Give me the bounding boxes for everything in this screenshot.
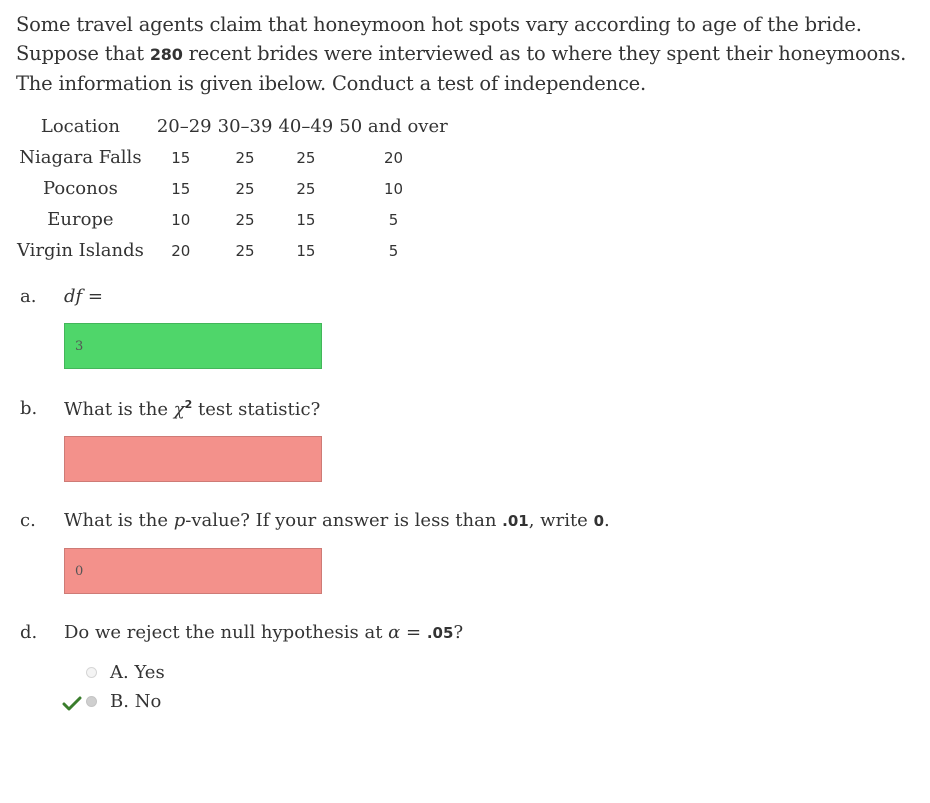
question-b-letter: b. — [20, 398, 38, 419]
contingency-table — [14, 111, 451, 266]
question-a-label: df = — [64, 286, 103, 307]
table-row — [14, 173, 451, 204]
df-answer-input[interactable]: 3 — [64, 323, 322, 369]
sample-size: 280 — [149, 45, 183, 64]
option-key: B. — [110, 691, 129, 712]
question-c-text: What is the p-value? If your answer is less than .01, write 0. — [64, 510, 610, 531]
table-cell: 25 — [235, 241, 255, 260]
table-header: Location — [40, 116, 120, 137]
option-yes[interactable] — [86, 662, 165, 683]
p-value-answer-input[interactable]: 0 — [64, 548, 322, 594]
location-cell: Virgin Islands — [17, 240, 144, 261]
table-cell: 25 — [235, 179, 255, 198]
table-cell: 10 — [171, 210, 191, 229]
table-row — [14, 235, 451, 266]
question-a-letter: a. — [20, 286, 37, 307]
table-cell: 5 — [388, 241, 399, 260]
table-cell: 10 — [383, 179, 404, 198]
table-row — [14, 142, 451, 173]
location-cell: Niagara Falls — [19, 147, 142, 168]
radio-no[interactable] — [86, 696, 97, 707]
table-cell: 15 — [171, 148, 191, 167]
checkmark-icon — [62, 696, 82, 712]
option-key: A. — [110, 662, 129, 683]
table-cell: 25 — [235, 148, 255, 167]
table-header: 40–49 — [278, 116, 334, 137]
table-cell: 15 — [296, 241, 316, 260]
table-cell: 20 — [383, 148, 404, 167]
option-no[interactable] — [86, 691, 161, 712]
table-cell: 5 — [388, 210, 399, 229]
problem-statement: Some travel agents claim that honeymoon hot spots vary according to age of the bride. Suppose that 280 recent brides were interviewed as to where they spent their honeymoons. The information is given ibelow. Conduct a test of independence. — [16, 13, 907, 95]
table-header: 30–39 — [217, 116, 273, 137]
location-cell: Poconos — [43, 178, 118, 199]
table-header: 50 and over — [339, 116, 448, 137]
table-header: 20–29 — [156, 116, 212, 137]
location-cell: Europe — [47, 209, 114, 230]
question-b-text: What is the $\chi^2$ test statistic? — [64, 398, 321, 420]
question-c-letter: c. — [20, 510, 36, 531]
option-label: No — [134, 691, 162, 712]
option-label: Yes — [134, 662, 165, 683]
chi-square-answer-input[interactable] — [64, 436, 322, 482]
table-cell: 20 — [171, 241, 191, 260]
radio-yes[interactable] — [86, 667, 97, 678]
question-d-text: Do we reject the null hypothesis at α = .05? — [64, 622, 464, 643]
question-d-letter: d. — [20, 622, 38, 643]
table-cell: 25 — [296, 179, 316, 198]
table-cell: 25 — [235, 210, 255, 229]
table-row — [14, 204, 451, 235]
table-cell: 25 — [296, 148, 316, 167]
table-cell: 15 — [171, 179, 191, 198]
table-cell: 15 — [296, 210, 316, 229]
table-header-row — [14, 111, 451, 142]
